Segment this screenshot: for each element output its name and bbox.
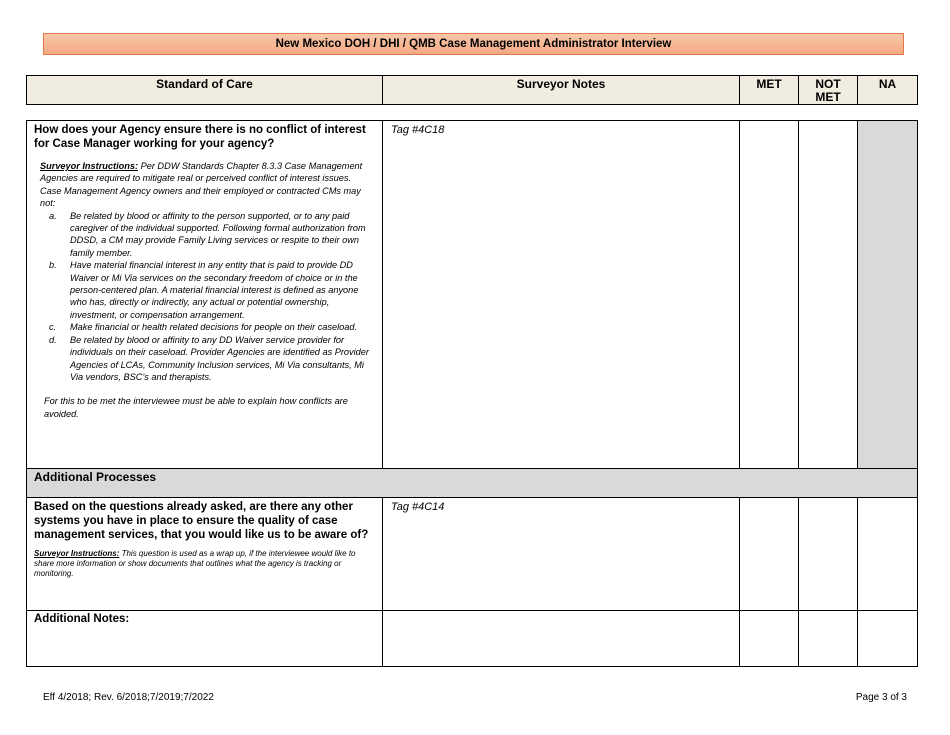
criteria-list [40, 210, 374, 384]
interview-table [26, 120, 918, 667]
surveyor-instructions [27, 549, 382, 579]
header-not-met-line2: MET [815, 90, 841, 104]
question-text: How does your Agency ensure there is no conflict of interest for Case Manager working for your agency? [34, 124, 366, 150]
not-met-cell[interactable] [799, 498, 858, 611]
na-cell[interactable] [858, 611, 918, 667]
list-item-text: Have material financial interest in any entity that is paid to provide DD Waiver or Mi Via services on the secondary freedom of choice or in the person-centered plan. A material financial interest is defined as anyone who has, directly or indirectly, any actual or potential ownership, investment, or compensation arrangement. [70, 260, 359, 320]
table-row-quality-systems [27, 498, 918, 611]
na-cell[interactable] [858, 498, 918, 611]
header-na: NA [858, 76, 918, 105]
not-met-cell[interactable] [799, 611, 858, 667]
header-surveyor-notes: Surveyor Notes [383, 76, 740, 105]
na-cell-shaded [858, 121, 918, 469]
list-marker: c. [49, 322, 57, 333]
header-not-met-line1: NOT [815, 77, 841, 91]
additional-notes-label: Additional Notes: [34, 613, 130, 625]
list-item [40, 334, 374, 384]
list-marker: a. [49, 210, 57, 221]
list-item [40, 321, 374, 333]
section-header-row [27, 469, 918, 498]
list-marker: d. [49, 334, 57, 345]
question-text: Based on the questions already asked, are there any other systems you have in place to ensure the quality of case management services, that you would like us to be aware of? [34, 501, 369, 541]
surveyor-instructions [27, 160, 382, 420]
header-met: MET [740, 76, 799, 105]
instructions-label: Surveyor Instructions: [34, 549, 120, 558]
section-label: Additional Processes [27, 469, 918, 498]
revision-footer: Eff 4/2018; Rev. 6/2018;7/2019;7/2022 [43, 692, 214, 703]
tag-label: Tag #4C14 [391, 501, 445, 513]
closing-instruction: For this to be met the interviewee must be able to explain how conflicts are avoided. [44, 396, 348, 419]
table-row-additional-notes [27, 611, 918, 667]
list-item-text: Be related by blood or affinity to the person supported, or to any paid caregiver of the individual supported. Following formal authorization from DDSD, a CM may provide Family Living services or respite to their own family member. [70, 210, 366, 258]
instructions-text: Per DDW Standards Chapter 8.3.3 Case Management Agencies are required to mitigate real or perceived conflict of interest issues. Case Management Agency owners and their employed or contracted CMs may not: [40, 161, 363, 209]
column-header-table [26, 75, 918, 105]
met-cell[interactable] [740, 611, 799, 667]
met-cell[interactable] [740, 121, 799, 469]
standard-cell [27, 498, 383, 611]
met-cell[interactable] [740, 498, 799, 611]
document-title-banner: New Mexico DOH / DHI / QMB Case Management Administrator Interview [43, 33, 904, 55]
list-item [40, 210, 374, 260]
page-number: Page 3 of 3 [855, 692, 907, 703]
list-marker: b. [49, 260, 57, 271]
header-standard-of-care: Standard of Care [27, 76, 383, 105]
instructions-text: This question is used as a wrap up, if the interviewee would like to share more information or show documents that outlines what the agency is tracking or monitoring. [34, 549, 356, 578]
tag-label: Tag #4C18 [391, 124, 445, 136]
surveyor-notes-cell[interactable] [383, 121, 740, 469]
table-row-conflict-of-interest [27, 121, 918, 469]
not-met-cell[interactable] [799, 121, 858, 469]
list-item [40, 259, 374, 321]
surveyor-notes-cell[interactable] [383, 498, 740, 611]
list-item-text: Be related by blood or affinity to any DD Waiver service provider for individuals on their caseload. Provider Agencies are identified as Provider Agencies of LCAs, Community Inclusion services, Mi Via consultants, Mi Via vendors, BSC’s and therapists. [70, 334, 369, 382]
additional-notes-label-cell [27, 611, 383, 667]
additional-notes-cell[interactable] [383, 611, 740, 667]
standard-cell [27, 121, 383, 469]
list-item-text: Make financial or health related decisions for people on their caseload. [70, 322, 358, 333]
header-not-met [799, 76, 858, 105]
instructions-label: Surveyor Instructions: [40, 161, 139, 171]
